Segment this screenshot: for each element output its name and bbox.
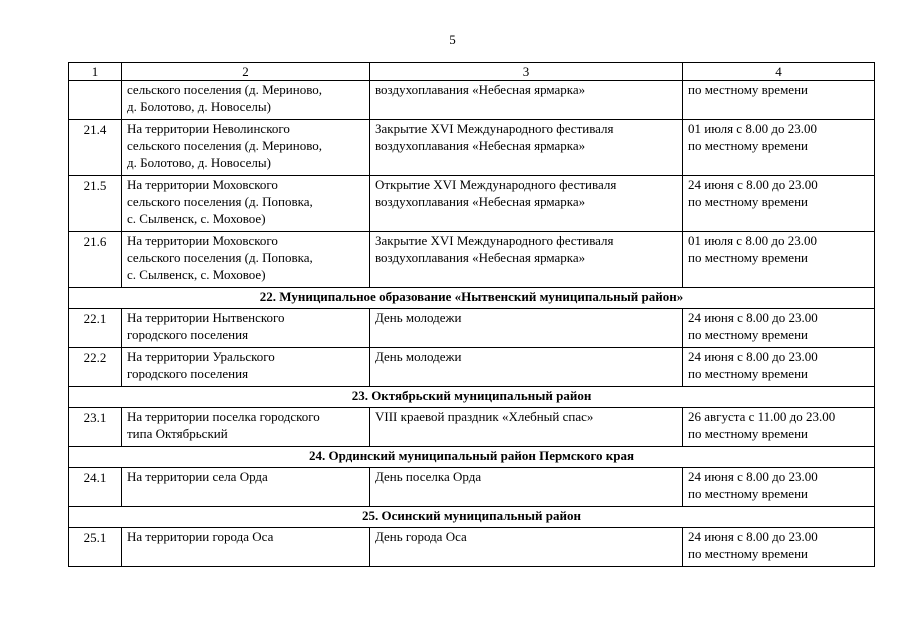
location-cell [122,176,370,232]
section-title: 23. Октябрьский муниципальный район [69,387,875,408]
time-cell-line: 24 июня с 8.00 до 23.00 [688,349,818,364]
event-cell-line: День города Оса [375,529,467,544]
item-number: 22.2 [69,348,122,387]
event-cell-line: Закрытие XVI Международного фестиваля [375,233,614,248]
item-number: 25.1 [69,528,122,567]
column-number-row [69,63,875,81]
time-cell-line: по местному времени [688,426,808,441]
location-cell-line: На территории Неволинского [127,121,290,136]
item-number: 22.1 [69,309,122,348]
table-row [69,232,875,288]
column-number: 2 [122,63,370,81]
location-cell-line: типа Октябрьский [127,426,228,441]
time-cell-line: 01 июля с 8.00 до 23.00 [688,121,817,136]
time-cell-line: по местному времени [688,82,808,97]
location-cell [122,348,370,387]
time-cell-line: по местному времени [688,366,808,381]
time-cell-line: по местному времени [688,194,808,209]
time-cell [683,232,875,288]
event-cell [370,528,683,567]
event-cell-line: День молодежи [375,349,462,364]
location-cell-line: городского поселения [127,366,249,381]
location-cell [122,232,370,288]
section-title: 25. Осинский муниципальный район [69,507,875,528]
time-cell [683,309,875,348]
location-cell-line: городского поселения [127,327,249,342]
event-cell [370,120,683,176]
item-number: 23.1 [69,408,122,447]
time-cell [683,468,875,507]
location-cell [122,468,370,507]
event-cell-line: Открытие XVI Международного фестиваля [375,177,617,192]
location-cell-line: На территории Уральского [127,349,275,364]
time-cell-line: 24 июня с 8.00 до 23.00 [688,529,818,544]
event-cell [370,309,683,348]
time-cell [683,528,875,567]
events-table [68,62,875,567]
event-cell-line: воздухоплавания «Небесная ярмарка» [375,138,586,153]
table-row [69,81,875,120]
event-cell-line: День поселка Орда [375,469,482,484]
column-number: 4 [683,63,875,81]
time-cell-line: по местному времени [688,546,808,561]
location-cell-line: На территории Нытвенского [127,310,285,325]
column-number: 3 [370,63,683,81]
events-table-body [69,63,875,567]
table-row [69,408,875,447]
section-title: 22. Муниципальное образование «Нытвенский муниципальный район» [69,288,875,309]
section-title: 24. Ординский муниципальный район Пермского края [69,447,875,468]
table-row [69,528,875,567]
event-cell [370,176,683,232]
page-number: 5 [449,32,456,47]
time-cell [683,348,875,387]
table-row [69,348,875,387]
location-cell-line: с. Сылвенск, с. Моховое) [127,267,266,282]
event-cell-line: воздухоплавания «Небесная ярмарка» [375,194,586,209]
location-cell-line: сельского поселения (д. Поповка, [127,194,313,209]
location-cell-line: На территории Моховского [127,233,278,248]
item-number: 24.1 [69,468,122,507]
location-cell [122,408,370,447]
time-cell [683,408,875,447]
item-number [69,81,122,120]
location-cell-line: На территории села Орда [127,469,268,484]
time-cell-line: 26 августа с 11.00 до 23.00 [688,409,836,424]
event-cell-line: Закрытие XVI Международного фестиваля [375,121,614,136]
event-cell [370,408,683,447]
time-cell-line: 24 июня с 8.00 до 23.00 [688,469,818,484]
location-cell-line: д. Болотово, д. Новоселы) [127,155,271,170]
event-cell-line: VIII краевой праздник «Хлебный спас» [375,409,594,424]
event-cell [370,348,683,387]
time-cell [683,120,875,176]
time-cell-line: 01 июля с 8.00 до 23.00 [688,233,817,248]
event-cell [370,232,683,288]
table-row [69,468,875,507]
location-cell-line: д. Болотово, д. Новоселы) [127,99,271,114]
event-cell-line: воздухоплавания «Небесная ярмарка» [375,250,586,265]
location-cell-line: На территории Моховского [127,177,278,192]
event-cell [370,81,683,120]
location-cell-line: с. Сылвенск, с. Моховое) [127,211,266,226]
time-cell-line: по местному времени [688,486,808,501]
location-cell-line: На территории поселка городского [127,409,320,424]
location-cell [122,528,370,567]
event-cell [370,468,683,507]
section-header-row [69,288,875,309]
item-number: 21.5 [69,176,122,232]
time-cell-line: по местному времени [688,327,808,342]
table-row [69,176,875,232]
location-cell [122,81,370,120]
section-header-row [69,507,875,528]
location-cell-line: сельского поселения (д. Мериново, [127,138,322,153]
item-number: 21.6 [69,232,122,288]
location-cell-line: На территории города Оса [127,529,274,544]
time-cell [683,81,875,120]
location-cell-line: сельского поселения (д. Поповка, [127,250,313,265]
time-cell [683,176,875,232]
time-cell-line: по местному времени [688,138,808,153]
location-cell [122,309,370,348]
event-cell-line: День молодежи [375,310,462,325]
item-number: 21.4 [69,120,122,176]
section-header-row [69,387,875,408]
location-cell [122,120,370,176]
location-cell-line: сельского поселения (д. Мериново, [127,82,322,97]
table-row [69,120,875,176]
time-cell-line: 24 июня с 8.00 до 23.00 [688,310,818,325]
table-row [69,309,875,348]
time-cell-line: 24 июня с 8.00 до 23.00 [688,177,818,192]
event-cell-line: воздухоплавания «Небесная ярмарка» [375,82,586,97]
time-cell-line: по местному времени [688,250,808,265]
column-number: 1 [69,63,122,81]
section-header-row [69,447,875,468]
